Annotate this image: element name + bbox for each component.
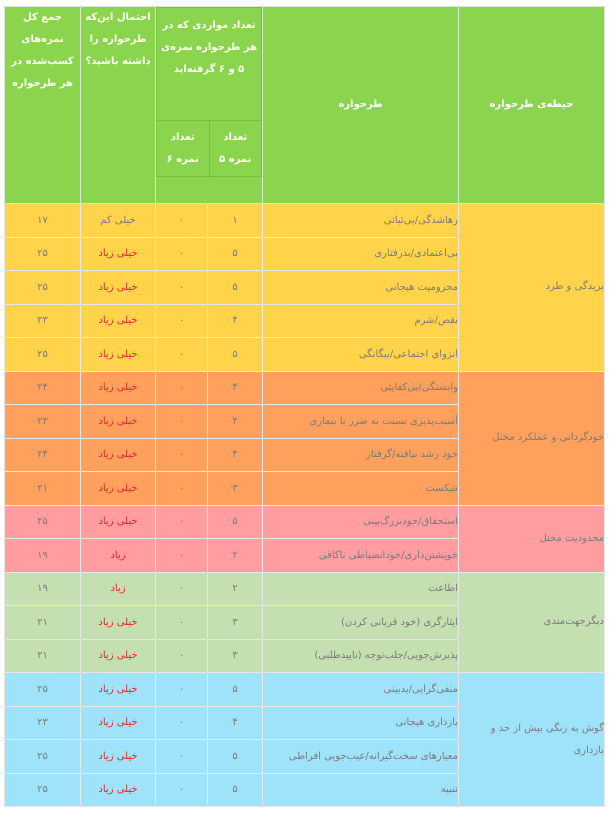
count-score-6: ۰ [156, 204, 208, 238]
count-score-5: ۵ [208, 338, 263, 372]
likelihood-value: خیلی کم [81, 204, 156, 238]
schema-name: محرومیت هیجانی [263, 271, 459, 305]
total-score: ۲۳ [5, 304, 81, 338]
likelihood-value: خیلی زیاد [81, 773, 156, 807]
total-score: ۱۹ [5, 539, 81, 573]
count-score-5: ۴ [208, 438, 263, 472]
count-score-5: ۵ [208, 773, 263, 807]
likelihood-value: خیلی زیاد [81, 438, 156, 472]
total-score: ۲۱ [5, 606, 81, 640]
likelihood-value: زیاد [81, 539, 156, 573]
count-subheader-table [156, 7, 262, 177]
count-score-5: ۵ [208, 271, 263, 305]
total-score: ۲۵ [5, 505, 81, 539]
count-score-6: ۰ [156, 740, 208, 774]
total-score: ۲۴ [5, 438, 81, 472]
schema-name: رهاشدگی/بی‌ثباتی [263, 204, 459, 238]
count-score-5: ۳ [208, 639, 263, 673]
count-score-5: ۴ [208, 371, 263, 405]
count-score-6: ۰ [156, 338, 208, 372]
schema-name: استحقاق/خودبزرگ‌بینی [263, 505, 459, 539]
likelihood-value: خیلی زیاد [81, 639, 156, 673]
likelihood-value: خیلی زیاد [81, 338, 156, 372]
table-row [5, 673, 605, 707]
count-score-5: ۵ [208, 740, 263, 774]
total-score: ۲۱ [5, 472, 81, 506]
total-score: ۲۳ [5, 706, 81, 740]
count-score-5: ۲ [208, 539, 263, 573]
count-score-5: ۲ [208, 572, 263, 606]
total-score: ۱۷ [5, 204, 81, 238]
header-count-group [156, 7, 263, 204]
domain-cell: خودگردانی و عملکرد مختل [459, 371, 605, 505]
total-score: ۲۵ [5, 338, 81, 372]
likelihood-value: خیلی زیاد [81, 740, 156, 774]
count-score-5: ۵ [208, 673, 263, 707]
schema-name: خویشتن‌داری/خودانضباطی ناکافی [263, 539, 459, 573]
count-score-6: ۰ [156, 438, 208, 472]
schema-name: وابستگی/بی‌کفایتی [263, 371, 459, 405]
domain-cell: گوش به زنگی بیش از حد و بازداری [459, 673, 605, 807]
likelihood-value: خیلی زیاد [81, 505, 156, 539]
count-score-6: ۰ [156, 673, 208, 707]
likelihood-value: خیلی زیاد [81, 405, 156, 439]
count-score-6: ۰ [156, 505, 208, 539]
count-score-6: ۰ [156, 405, 208, 439]
domain-cell: بریدگی و طرد [459, 204, 605, 372]
count-score-6: ۰ [156, 539, 208, 573]
table-row [5, 505, 605, 539]
likelihood-value: خیلی زیاد [81, 237, 156, 271]
schema-name: شکست [263, 472, 459, 506]
header-domain: حیطه‌ی طرحواره [459, 7, 605, 204]
header-row [5, 7, 605, 204]
count-score-6: ۰ [156, 304, 208, 338]
count-score-5: ۵ [208, 237, 263, 271]
count-score-5: ۱ [208, 204, 263, 238]
total-score: ۱۹ [5, 572, 81, 606]
header-count-6: تعداد نمره ۶ [157, 121, 210, 177]
count-score-5: ۴ [208, 304, 263, 338]
likelihood-value: زیاد [81, 572, 156, 606]
count-score-6: ۰ [156, 706, 208, 740]
count-score-6: ۰ [156, 773, 208, 807]
table-row [5, 572, 605, 606]
likelihood-value: خیلی زیاد [81, 606, 156, 640]
total-score: ۲۵ [5, 237, 81, 271]
total-score: ۲۵ [5, 271, 81, 305]
count-score-6: ۰ [156, 572, 208, 606]
schema-name: خود رشد نیافته/گرفتار [263, 438, 459, 472]
table-row [5, 371, 605, 405]
schema-name: بازداری هیجانی [263, 706, 459, 740]
schema-name: نقص/شرم [263, 304, 459, 338]
total-score: ۲۱ [5, 639, 81, 673]
count-score-6: ۰ [156, 639, 208, 673]
schema-name: اطاعت [263, 572, 459, 606]
count-score-5: ۳ [208, 606, 263, 640]
count-score-5: ۳ [208, 472, 263, 506]
likelihood-value: خیلی زیاد [81, 304, 156, 338]
total-score: ۲۳ [5, 405, 81, 439]
schema-name: بی‌اعتمادی/بدرفتاری [263, 237, 459, 271]
header-total: جمع کل نمره‌های کسب‌شده در هر طرحواره [5, 7, 81, 204]
schema-name: پذیرش‌جویی/جلب‌توجه (تاییدطلبی) [263, 639, 459, 673]
header-likelihood: احتمال این‌که طرحواره را داشته باشید؟ [81, 7, 156, 204]
schema-name: آسیب‌پذیری نسبت به ضرر یا بیماری [263, 405, 459, 439]
count-score-6: ۰ [156, 271, 208, 305]
likelihood-value: خیلی زیاد [81, 271, 156, 305]
count-score-6: ۰ [156, 472, 208, 506]
schema-name: ایثارگری (خود قربانی کردن) [263, 606, 459, 640]
header-count-group-title: تعداد مواردی که در هر طرحواره نمره‌ی ۵ و ۶ گرفته‌اید [157, 8, 262, 121]
schema-name: انزوای اجتماعی/بیگانگی [263, 338, 459, 372]
count-score-6: ۰ [156, 371, 208, 405]
schema-name: منفی‌گرایی/بدبینی [263, 673, 459, 707]
count-score-5: ۵ [208, 505, 263, 539]
schema-results-table [4, 6, 605, 807]
count-score-5: ۴ [208, 706, 263, 740]
total-score: ۲۵ [5, 673, 81, 707]
count-score-5: ۴ [208, 405, 263, 439]
table-row [5, 204, 605, 238]
likelihood-value: خیلی زیاد [81, 472, 156, 506]
domain-cell: دیگرجهت‌مندی [459, 572, 605, 673]
likelihood-value: خیلی زیاد [81, 371, 156, 405]
likelihood-value: خیلی زیاد [81, 673, 156, 707]
domain-cell: محدودیت مختل [459, 505, 605, 572]
schema-name: معیارهای سخت‌گیرانه/عیب‌جویی افراطی [263, 740, 459, 774]
total-score: ۲۵ [5, 740, 81, 774]
schema-name: تنبیه [263, 773, 459, 807]
header-count-5: تعداد نمره ۵ [209, 121, 262, 177]
total-score: ۲۵ [5, 773, 81, 807]
schema-results-container [4, 6, 604, 807]
likelihood-value: خیلی زیاد [81, 706, 156, 740]
count-score-6: ۰ [156, 237, 208, 271]
header-schema: طرحواره [263, 7, 459, 204]
count-score-6: ۰ [156, 606, 208, 640]
total-score: ۲۴ [5, 371, 81, 405]
